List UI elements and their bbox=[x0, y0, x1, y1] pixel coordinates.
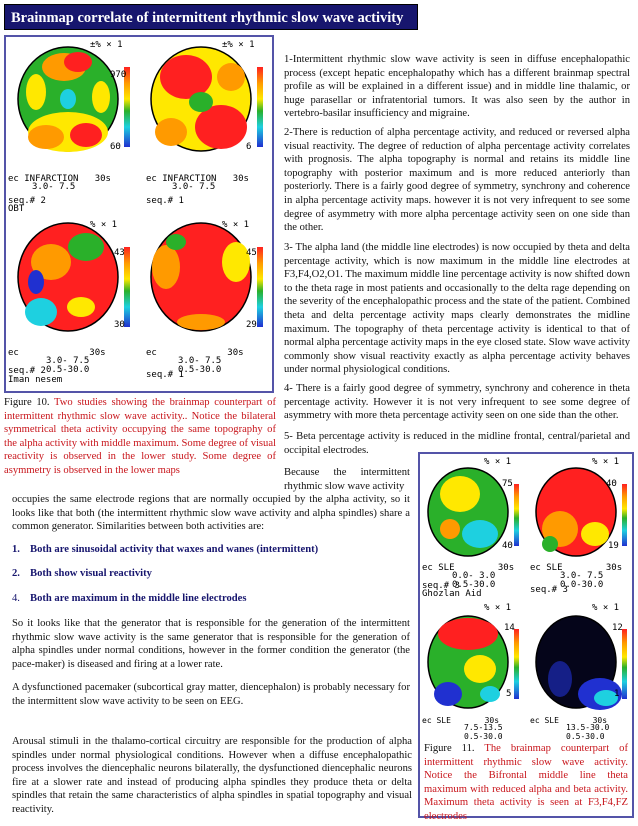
fig11-map3-line2: 7.5-13.5 0.5-30.0 bbox=[464, 723, 503, 741]
map4-top-label: % × 1 bbox=[222, 220, 250, 230]
figure-10-caption bbox=[4, 396, 276, 478]
brainmap-infarction-seq1 bbox=[151, 47, 263, 151]
figure-10-caption-body: Two studies showing the brainmap counterpart of intermittent rhythmic slow wave activity.. Notice the bilateral symmetrical theta activity occupying the same topography of the alpha activity with middle maximum. Some degree of visual reactivity is observed in the lower study. Some degree of asymmetry is observed in the lower maps bbox=[4, 397, 276, 476]
paragraph-1: 1-Intermittent rhythmic slow wave activity is seen in diffuse encephalopathic process (except hepatic encephalopathy which has a different brainmap spectral profile as will be explained in a different issue) and in middle line thalamic, or huge parasellar or infratentorial tumors. It was also seen by the author in vertebro-basilar insufficiency and migraine. bbox=[284, 54, 630, 120]
brainmap-study2-seq2 bbox=[18, 220, 130, 331]
fig11-map1-name: Ghozlan Aid bbox=[422, 589, 482, 599]
paragraph-7: So it looks like that the generator that is responsible for the generation of the intermittent rhythmic slow wave activity is the same generator that is responsible for the generation of alpha spindles under normal conditions, however in the former condition the generator (the pace-maker) is diseased and firing at a lower rate. bbox=[12, 618, 410, 670]
fig11-map3-top: % × 1 bbox=[484, 603, 512, 613]
paragraph-6: occupies the same electrode regions that are normally occupied by the alpha activity, so it looks like that both (the intermittent rhythmic slow wave activity and alpha spindles) share a common generator. Similarities between both activities are: bbox=[12, 494, 410, 533]
map3-scale-lo: 3Θ bbox=[114, 320, 125, 330]
map2-top-label: ±% × 1 bbox=[222, 40, 255, 50]
fig11-map1-line2: 0.0- 3.0 0.5-30.0 bbox=[452, 571, 496, 590]
fig11-map4-scale-hi: 12 bbox=[612, 623, 623, 633]
fig11-map4-line1: ec SLE 30s bbox=[530, 716, 608, 725]
figure-11-caption bbox=[424, 742, 628, 824]
map1-top-label: ±% × 1 bbox=[90, 40, 123, 50]
figure-10-caption-lead: Figure 10. bbox=[4, 397, 50, 408]
fig11-map3-scale-hi: 14 bbox=[504, 623, 515, 633]
similarity-item-1: 1. Both are sinusoidal activity that waxes and wanes (intermittent) bbox=[12, 544, 319, 555]
paragraph-4: 4- There is a fairly good degree of symmetry, synchrony and coherence in theta percentage activity. However it is not very infrequent to see some degree of asymmetry with more theta percentage activity seen on one side than the other. bbox=[284, 383, 630, 422]
fig11-map1-scale-hi: 75 bbox=[502, 479, 513, 489]
fig11-map4-scale-lo: 1 bbox=[614, 689, 620, 699]
map3-top-label: % × 1 bbox=[90, 220, 118, 230]
map2-scale-lo: 6 bbox=[246, 142, 252, 152]
fig11-map4-line2: 13.5-30.0 0.5-30.0 bbox=[566, 723, 610, 741]
fig11-map2-scale-hi: 4Θ bbox=[606, 479, 617, 489]
map1-scale-lo: 6Θ bbox=[110, 142, 121, 152]
figure-11-caption-lead: Figure 11. bbox=[424, 743, 475, 754]
fig11-map1-line1: ec SLE 30s bbox=[422, 563, 515, 573]
map1-scale-hi: 97Θ bbox=[110, 70, 127, 80]
fig11-map2-top: % × 1 bbox=[592, 457, 620, 467]
map1-seq: seq.# 2 bbox=[8, 196, 46, 206]
brainmap-study2-seq1 bbox=[151, 220, 263, 331]
map3-line1: ec 30s bbox=[8, 348, 106, 358]
figure-11-caption-body: The brainmap counterpart of intermittent rhythmic slow wave activity. Notice the Bifrontal middle line theta maximum with reduced alpha and beta activity. Maximum theta activity is seen at F3,F4,FZ electrodes bbox=[424, 743, 629, 822]
fig11-map3-scale-lo: 5 bbox=[506, 689, 512, 699]
paragraph-6-intro: Because the intermittent rhythmic slow wave activity bbox=[284, 467, 410, 492]
map4-scale-hi: 45 bbox=[246, 248, 257, 258]
map1-line1: ec INFARCTION 30s bbox=[8, 174, 111, 184]
page-title: Brainmap correlate of intermittent rhythmic slow wave activity bbox=[4, 4, 418, 30]
map3-seq: seq.# 2 bbox=[8, 366, 46, 376]
brainmap-infarction-seq2 bbox=[18, 47, 130, 152]
map2-line1: ec INFARCTION 30s bbox=[146, 174, 249, 184]
fig11-map2-scale-lo: 19 bbox=[608, 541, 619, 551]
figure-10-brainmaps bbox=[6, 37, 272, 391]
paragraph-3: 3- The alpha land (the middle line electrodes) is now occupied by theta and delta percentage activity, which is now maximum in the middle line electrodes at F3,F4,O2,O1. The maximum middle line percentage activity is now shifted down to the theta rage in most patients and occasionally to the delta rage depending on the severity of the encephalopathic process and the state of the patient. Combined theta and delta percentage activity maps clearly demonstrates the midline maximum. The topography of theta percentage activity is identical to that of normal alpha percentage activity maps in the eye closed state. Slow wave activity commonly show visual reactivity exactly as alpha percentage activity behaves under normal physiological conditions. bbox=[284, 242, 630, 376]
map2-seq: seq.# 1 bbox=[146, 196, 184, 206]
map1-line2: 3.0- 7.5 bbox=[32, 182, 76, 192]
map4-scale-lo: 29 bbox=[246, 320, 257, 330]
paragraph-9: Arousal stimuli in the thalamo-cortical circuitry are responsible for the production of alpha spindles under normal physiological conditions. However when a diffuse encephalopathic process involves the diencephalic neurons bilaterally, the dysfunctioned diencephalic neurons fire at a slower rate and instead of producing alpha spindles they produce theta or delta spindles that retain the same characteristics of alpha spindles in spatial topography and visual reactivity. bbox=[12, 736, 412, 815]
map1-name: OBT bbox=[8, 204, 25, 214]
map3-name: Iman nesem bbox=[8, 375, 63, 385]
fig11-map3-line1: ec SLE 30s bbox=[422, 716, 500, 725]
fig11-map1-top: % × 1 bbox=[484, 457, 512, 467]
figure-11-panel bbox=[418, 452, 634, 822]
map4-seq: seq.# 1 bbox=[146, 370, 184, 380]
paragraph-5: 5- Beta percentage activity is reduced in the midline frontal, central/parietal and occipital electrodes. bbox=[284, 431, 630, 456]
fig11-map2-seq: seq.# 3 bbox=[530, 585, 568, 595]
map3-line2: 3.0- 7.5 0.5-30.0 bbox=[46, 356, 90, 375]
map3-scale-hi: 43 bbox=[114, 248, 125, 258]
map2-line2: 3.0- 7.5 bbox=[172, 182, 216, 192]
fig11-map1-seq: seq.# 3 bbox=[422, 581, 460, 591]
fig11-map4-top: % × 1 bbox=[592, 603, 620, 613]
map4-line1: ec 30s bbox=[146, 348, 244, 358]
similarity-item-2: 2. Both show visual reactivity bbox=[12, 568, 152, 579]
fig11-map1-scale-lo: 4Θ bbox=[502, 541, 513, 551]
figure-10-panel bbox=[4, 35, 274, 393]
fig11-map2-line1: ec SLE 30s bbox=[530, 563, 623, 573]
paragraph-2: 2-There is reduction of alpha percentage activity, and reduced or reversed alpha visual reactivity. The degree of reduction of alpha percentage activity correlates with prognosis. The alpha topography is normal and retains its middle line topography with posterior maximum and is more reduced anteriorly than posteriorly. There is a fairly good degree of symmetry, synchrony and coherence in alpha percentage activity maps. however it is not very infrequent to see some degree of asymmetry with more alpha percentage activity seen on one side than the other. bbox=[284, 127, 630, 234]
similarity-item-3: 4. Both are maximum in the middle line electrodes bbox=[12, 593, 247, 604]
map4-line2: 3.0- 7.5 0.5-30.0 bbox=[178, 356, 222, 375]
paragraph-8: A dysfunctioned pacemaker (subcortical gray matter, diencephalon) is probably necessary for the intermittent slow wave activity to be seen on EEG. bbox=[12, 682, 410, 707]
fig11-map2-line2: 3.0- 7.5 0.0-30.0 bbox=[560, 571, 604, 590]
